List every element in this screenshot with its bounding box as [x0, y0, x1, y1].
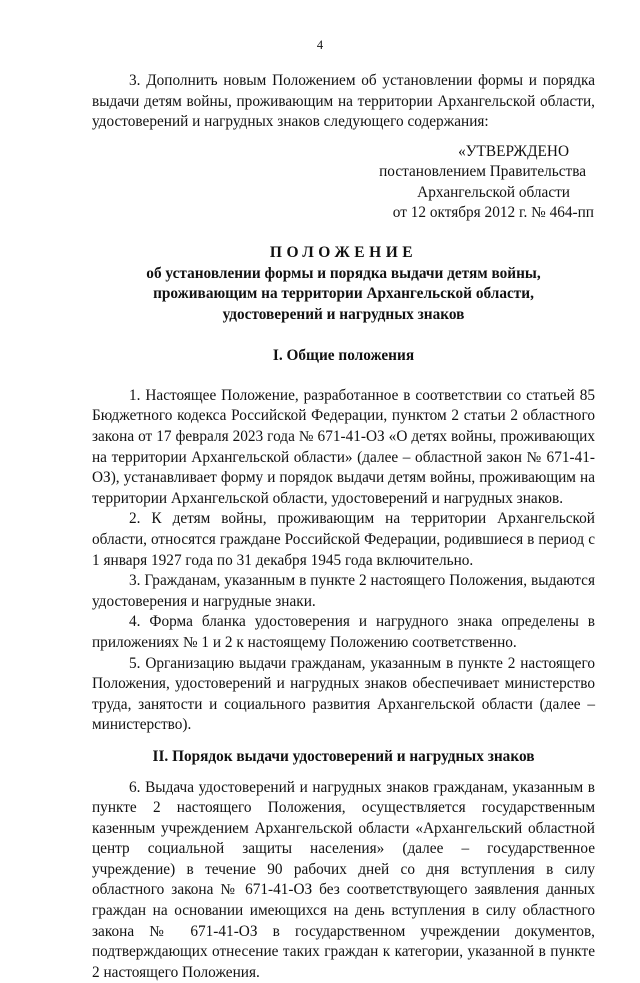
approval-line: от 12 октября 2012 г. № 464-пп: [92, 203, 595, 223]
approval-block: [92, 142, 595, 224]
approval-line: Архангельской области: [92, 183, 595, 203]
paragraph: 4. Форма бланка удостоверения и нагрудного знака определены в приложениях № 1 и 2 к настоящему Положению соответственно.: [92, 612, 595, 653]
section-heading: II. Порядок выдачи удостоверений и нагрудных знаков: [92, 747, 595, 768]
document-title: ПОЛОЖЕНИЕ: [92, 243, 595, 264]
page-number: 4: [0, 38, 640, 53]
paragraph: 3. Гражданам, указанным в пункте 2 настоящего Положения, выдаются удостоверения и нагрудные знаки.: [92, 571, 595, 612]
intro-paragraph: 3. Дополнить новым Положением об установлении формы и порядка выдачи детям войны, проживающим на территории Архангельской области, удостоверений и нагрудных знаков следующего содержания:: [92, 71, 595, 133]
paragraph: 2. К детям войны, проживающим на территории Архангельской области, относятся граждане Российской Федерации, родившиеся в период с 1 января 1927 года по 31 декабря 1945 года включительно.: [92, 509, 595, 571]
approval-line: постановлением Правительства: [92, 162, 595, 182]
subtitle-line: об установлении формы и порядка выдачи детям войны,: [92, 264, 595, 284]
document-subtitle: [92, 264, 595, 325]
subtitle-line: удостоверений и нагрудных знаков: [92, 305, 595, 325]
paragraph: 5. Организацию выдачи гражданам, указанным в пункте 2 настоящего Положения, удостоверений и нагрудных знаков обеспечивает министерство труда, занятости и социального развития Архангельской области (далее – министерство).: [92, 654, 595, 736]
approval-line: «УТВЕРЖДЕНО: [92, 142, 595, 162]
section-heading: I. Общие положения: [92, 346, 595, 367]
subtitle-line: проживающим на территории Архангельской области,: [92, 284, 595, 304]
paragraph: 1. Настоящее Положение, разработанное в соответствии со статьей 85 Бюджетного кодекса Российской Федерации, пунктом 2 статьи 2 областного закона от 17 февраля 2023 года № 671-41-ОЗ «О детях войны, проживающих на территории Архангельской области» (далее – областной закон № 671-41-ОЗ), устанавливает форму и порядок выдачи детям войны, проживающим на территории Архангельской области, удостоверений и нагрудных знаков.: [92, 386, 595, 510]
paragraph: 6. Выдача удостоверений и нагрудных знаков гражданам, указанным в пункте 2 настоящего Положения, осуществляется государственным казенным учреждением Архангельской области «Архангельский областной центр социальной защиты населения» (далее – государственное учреждение) в течение 90 рабочих дней со дня вступления в силу областного закона № 671-41-ОЗ без соответствующего заявления данных граждан на основании имеющихся на день вступления в силу областного закона № 671-41-ОЗ в государственном учреждении документов, подтверждающих отнесение таких граждан к категории, указанной в пункте 2 настоящего Положения.: [92, 778, 595, 983]
document-body: [92, 71, 595, 983]
